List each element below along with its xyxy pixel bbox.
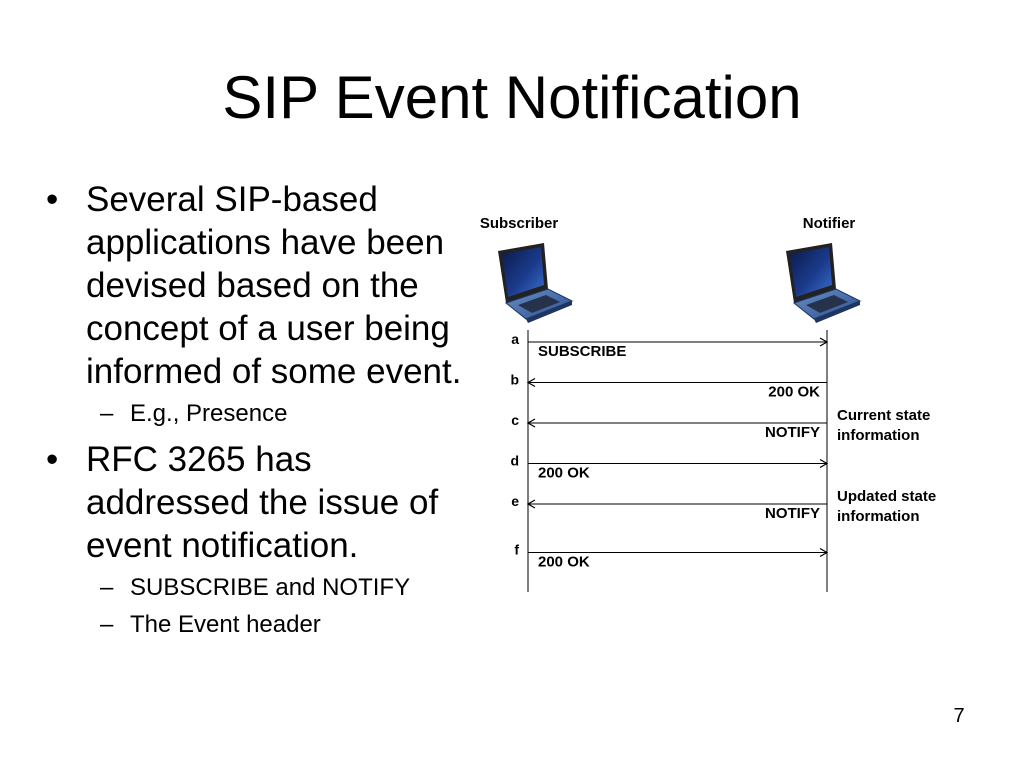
- message-label: SUBSCRIBE: [538, 343, 627, 360]
- state-note: Current state: [837, 407, 931, 424]
- state-note: information: [837, 508, 920, 525]
- step-label: f: [514, 541, 519, 558]
- message-label: 200 OK: [768, 383, 820, 401]
- bullet-text: Several SIP-based applications have been devised based on the concept of a user being informed of some event.: [86, 180, 462, 391]
- notifier-label: Notifier: [802, 215, 856, 232]
- step-label: c: [511, 412, 519, 428]
- step-label: d: [510, 452, 519, 469]
- bullet-dot-icon: •: [46, 180, 59, 219]
- dash-icon: –: [100, 400, 114, 427]
- step-label: a: [511, 331, 519, 347]
- page-number: 7: [953, 705, 965, 727]
- laptop-icon: [786, 243, 860, 323]
- dash-icon: –: [100, 611, 114, 638]
- message-label: 200 OK: [538, 464, 590, 482]
- laptop-icon: [498, 243, 572, 323]
- subscriber-label: Subscriber: [479, 215, 559, 232]
- message-label: 200 OK: [538, 553, 590, 571]
- sub-bullet-text: E.g., Presence: [130, 400, 288, 427]
- sub-bullet-text: SUBSCRIBE and NOTIFY: [130, 574, 411, 601]
- slide-title: SIP Event Notification: [222, 64, 802, 131]
- step-label: e: [511, 493, 519, 509]
- message-label: NOTIFY: [765, 505, 820, 522]
- step-label: b: [510, 371, 519, 388]
- bullet-text: RFC 3265 has addressed the issue of event notification.: [86, 440, 439, 565]
- sub-bullet-text: The Event header: [130, 611, 321, 638]
- state-note: information: [837, 427, 920, 444]
- message-label: NOTIFY: [765, 424, 820, 441]
- bullet-dot-icon: •: [46, 440, 59, 479]
- message-group: [510, 331, 936, 571]
- state-note: Updated state: [837, 488, 937, 505]
- dash-icon: –: [100, 574, 114, 601]
